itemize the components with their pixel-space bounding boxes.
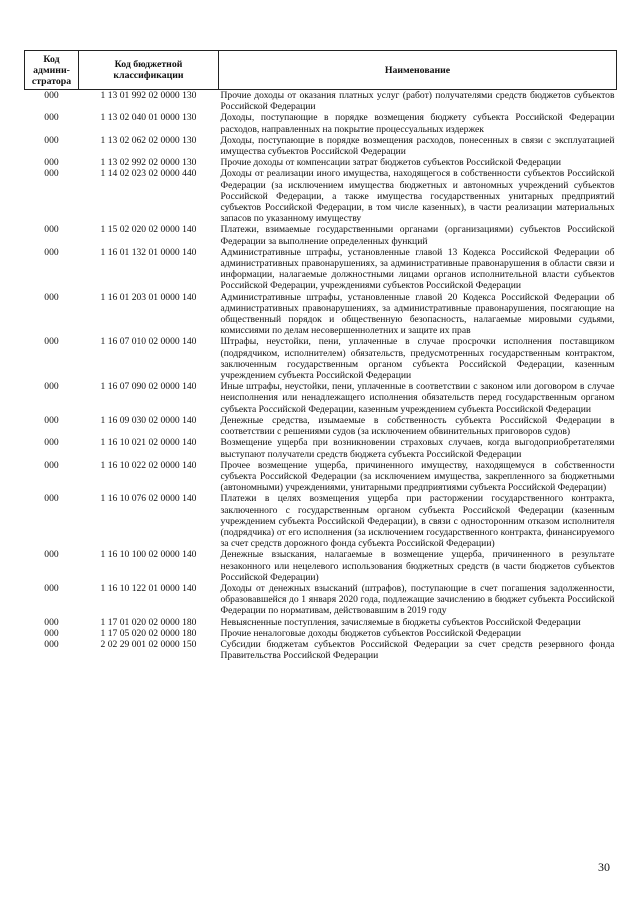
admin-code-cell: 000 xyxy=(44,112,59,124)
header-budget-classification-code: Код бюджетной классификации xyxy=(79,51,219,90)
table-row xyxy=(25,381,617,415)
table-row xyxy=(25,549,617,583)
table-row xyxy=(25,224,617,246)
name-cell: Иные штрафы, неустойки, пени, уплаченные в соответствии с законом или договором в случае неисполнения или ненадлежащего исполнения обязательств перед государственным органом субъекта Российской Федерации, казенным учреждением субъекта Российской Федерации xyxy=(220,381,615,415)
admin-code-cell: 000 xyxy=(44,582,59,594)
name-cell: Доходы от реализации иного имущества, находящегося в собственности субъектов Российской Федерации (за исключением имущества бюджетных и автономных учреждений субъектов Российской Федерации, а также имущества государственных унитарных предприятий субъектов Российской Федерации, в том числе казенных), в части реализации материальных запасов по указанному имуществу xyxy=(220,168,615,225)
budget-code-cell: 1 16 10 021 02 0000 140 xyxy=(100,437,197,449)
budget-code-cell: 1 13 01 992 02 0000 130 xyxy=(100,90,197,101)
budget-code-cell: 1 13 02 992 02 0000 130 xyxy=(100,157,197,169)
table-row xyxy=(25,135,617,157)
budget-code-cell: 1 17 05 020 02 0000 180 xyxy=(100,627,197,639)
budget-code-cell: 1 16 10 122 01 0000 140 xyxy=(100,582,197,594)
table-row xyxy=(25,157,617,168)
admin-code-cell: 000 xyxy=(44,90,59,101)
table-row xyxy=(25,112,617,134)
name-cell: Денежные средства, изымаемые в собственность субъекта Российской Федерации в соответствии с решениями судов (за исключением обвинительных приговоров судов) xyxy=(220,414,615,438)
budget-code-cell: 1 13 02 040 01 0000 130 xyxy=(100,112,197,124)
name-cell: Денежные взыскания, налагаемые в возмещение ущерба, причиненного в результате незаконного или нецелевого использования бюджетных средств (в части бюджетов субъектов Российской Федерации) xyxy=(220,549,615,583)
name-cell: Штрафы, неустойки, пени, уплаченные в случае просрочки исполнения поставщиком (подрядчиком, исполнителем) обязательств, предусмотренных государственным контрактом, заключенным государственным органом субъекта Российской Федерации, казенным учреждением субъекта Российской Федерации xyxy=(220,336,615,382)
name-cell: Доходы от денежных взысканий (штрафов), поступающие в счет погашения задолженности, образовавшейся до 1 января 2020 года, подлежащие зачислению в бюджет субъекта Российской Федерации по нормативам, действовавшим в 2019 году xyxy=(220,582,615,617)
name-cell: Прочие неналоговые доходы бюджетов субъектов Российской Федерации xyxy=(220,627,522,639)
table-row xyxy=(25,460,617,494)
page-number: 30 xyxy=(598,860,610,874)
header-admin-code: Код админи-стратора xyxy=(25,51,79,90)
admin-code-cell: 000 xyxy=(44,157,59,169)
name-cell: Платежи, взимаемые государственными органами (организациями) субъектов Российской Федерации за выполнение определенных функций xyxy=(220,224,615,247)
name-cell: Доходы, поступающие в порядке возмещения бюджету субъекта Российской Федерации расходов, направленных на покрытие процессуальных издержек xyxy=(220,112,615,135)
table-row xyxy=(25,292,617,337)
table-row xyxy=(25,90,617,113)
header-name: Наименование xyxy=(219,51,617,90)
budget-code-cell: 1 16 01 203 01 0000 140 xyxy=(100,291,197,303)
budget-code-cell: 2 02 29 001 02 0000 150 xyxy=(100,638,197,650)
admin-code-cell: 000 xyxy=(44,493,59,505)
budget-code-cell: 1 16 10 100 02 0000 140 xyxy=(100,549,197,561)
budget-codes-table xyxy=(24,50,617,661)
budget-code-cell: 1 13 02 062 02 0000 130 xyxy=(100,134,197,146)
name-cell: Прочее возмещение ущерба, причиненного имуществу, находящемуся в собственности субъекта Российской Федерации (за исключением имущества, закрепленного за бюджетными (автономными) учреждениями, унитарными предприятиями субъекта Российской Федерации) xyxy=(220,459,615,494)
budget-code-cell: 1 16 01 132 01 0000 140 xyxy=(100,246,197,258)
table-row xyxy=(25,493,617,549)
admin-code-cell: 000 xyxy=(44,459,59,471)
admin-code-cell: 000 xyxy=(44,414,59,426)
table-row xyxy=(25,639,617,661)
admin-code-cell: 000 xyxy=(44,224,59,236)
admin-code-cell: 000 xyxy=(44,134,59,146)
name-cell: Административные штрафы, установленные главой 13 Кодекса Российской Федерации об административных правонарушениях, за административные правонарушения в области связи и информации, налагаемые должностными лицами органов исполнительной власти субъектов Российской Федерации, учреждениями субъектов Российской Федерации xyxy=(220,246,615,292)
name-cell: Прочие доходы от оказания платных услуг (работ) получателями средств бюджетов субъектов Российской Федерации xyxy=(220,90,615,113)
name-cell: Прочие доходы от компенсации затрат бюджетов субъектов Российской Федерации xyxy=(220,157,562,169)
admin-code-cell: 000 xyxy=(44,168,59,180)
budget-code-cell: 1 14 02 023 02 0000 440 xyxy=(100,168,197,180)
admin-code-cell: 000 xyxy=(44,291,59,303)
name-cell: Субсидии бюджетам субъектов Российской Федерации за счет средств резервного фонда Правительства Российской Федерации xyxy=(220,638,615,662)
admin-code-cell: 000 xyxy=(44,549,59,561)
admin-code-cell: 000 xyxy=(44,616,59,628)
name-cell: Возмещение ущерба при возникновении страховых случаев, когда выгодоприобретателями выступают получатели средств бюджета субъекта Российской Федерации xyxy=(220,437,615,460)
table-row xyxy=(25,168,617,224)
table-body xyxy=(25,90,617,662)
name-cell: Невыясненные поступления, зачисляемые в бюджеты субъектов Российской Федерации xyxy=(220,616,581,628)
name-cell: Платежи в целях возмещения ущерба при расторжении государственного контракта, заключенного с государственным органом субъекта Российской Федерации (казенным учреждением субъекта Российской Федерации), в связи с односторонним отказом исполнителя (подрядчика) от его исполнения (за исключением государственного контракта, финансируемого за счет средств дорожного фонда субъекта Российской Федерации) xyxy=(220,493,615,550)
budget-code-cell: 1 15 02 020 02 0000 140 xyxy=(100,224,197,236)
name-cell: Доходы, поступающие в порядке возмещения расходов, понесенных в связи с эксплуатацией имущества субъектов Российской Федерации xyxy=(220,134,615,158)
admin-code-cell: 000 xyxy=(44,638,59,650)
budget-code-cell: 1 17 01 020 02 0000 180 xyxy=(100,616,197,628)
table-row xyxy=(25,437,617,459)
budget-code-cell: 1 16 10 022 02 0000 140 xyxy=(100,459,197,471)
name-cell: Административные штрафы, установленные главой 20 Кодекса Российской Федерации об административных правонарушениях, за административные правонарушения, посягающие на общественный порядок и общественную безопасность, налагаемые мировыми судьями, комиссиями по делам несовершеннолетних и защите их прав xyxy=(220,291,615,337)
budget-code-cell: 1 16 07 090 02 0000 140 xyxy=(100,381,197,393)
table-row xyxy=(25,415,617,437)
admin-code-cell: 000 xyxy=(44,437,59,449)
table-row xyxy=(25,247,617,292)
budget-codes-table-container xyxy=(24,50,616,661)
admin-code-cell: 000 xyxy=(44,336,59,348)
admin-code-cell: 000 xyxy=(44,381,59,393)
table-row xyxy=(25,617,617,628)
table-row xyxy=(25,336,617,381)
admin-code-cell: 000 xyxy=(44,246,59,258)
admin-code-cell: 000 xyxy=(44,627,59,639)
table-row xyxy=(25,628,617,639)
table-row xyxy=(25,583,617,617)
budget-code-cell: 1 16 10 076 02 0000 140 xyxy=(100,493,197,505)
budget-code-cell: 1 16 09 030 02 0000 140 xyxy=(100,414,197,426)
table-header xyxy=(25,51,617,90)
budget-code-cell: 1 16 07 010 02 0000 140 xyxy=(100,336,197,348)
